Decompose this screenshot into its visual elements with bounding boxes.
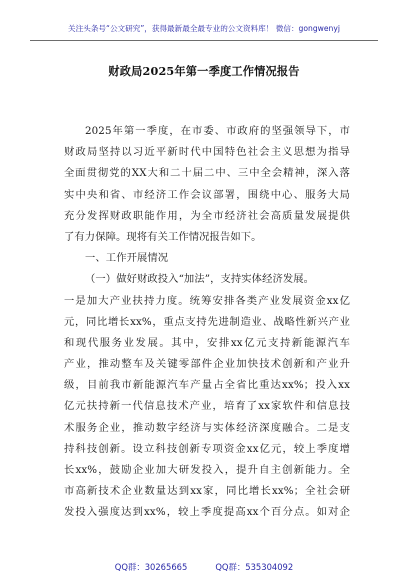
page-header [30,20,378,41]
paragraph-line: 2025年第一季度，在市委、市政府的坚强领导下，市 [85,125,350,137]
paragraph-line: 和现代服务业发展。其中，安排xx亿元支持新能源汽车 [64,336,350,349]
paragraph-line: 市高新技术企业数量达到xx家，同比增长xx%；全社会研 [64,485,350,498]
document-title: 财政局2025年第一季度工作情况报告 [108,64,300,78]
paragraph-line: 一是加大产业扶持力度。统筹安排各类产业发展资金xx亿 [64,294,350,307]
qq-group-1: QQ群：30265665 [114,562,188,572]
paragraph-line: 了有力保障。现将有关工作情况报告如下。 [64,230,262,243]
qq-group-2: QQ群：535304092 [215,562,294,572]
header-notice: 关注头条号“公文研究”，获得最新最全最专业的公文资料库！ 微信：gongwenyj [68,24,340,33]
paragraph-line: 充分发挥财政职能作用，为全市经济社会高质量发展提供 [64,209,350,222]
subsection-heading: （一）做好财政投入“加法”，支持实体经济发展。 [85,273,315,286]
paragraph-line: 亿元扶持新一代信息技术产业，培育了xx家软件和信息技 [64,400,350,413]
paragraph-line: 产业，推动整车及关键零部件企业加快技术创新和产业升 [64,358,350,371]
paragraph-line: 元，同比增长xx%，重点支持先进制造业、战略性新兴产业 [64,315,350,328]
section-heading: 一、工作开展情况 [85,252,169,265]
paragraph-line: 实中央和省、市经济工作会议部署，围绕中心、服务大局 [64,188,350,201]
paragraph-line: 发投入强度达到xx%，较上季度提高xx个百分点。如对企 [64,506,350,519]
paragraph-line: 财政局坚持以习近平新时代中国特色社会主义思想为指导 [64,146,350,159]
document-body [64,121,350,524]
paragraph-line: 持科技创新。设立科技创新专项资金xx亿元，较上季度增 [64,442,350,455]
paragraph-line: 长xx%，鼓励企业加大研发投入，提升自主创新能力。全 [64,464,350,476]
page-footer [0,561,408,573]
paragraph-line: 级，目前我市新能源汽车产量占全省比重达xx%；投入xx [64,379,350,392]
paragraph-line: 术服务企业，推动数字经济与实体经济深度融合。二是支 [64,421,350,434]
paragraph-line: 全面贯彻党的XX大和二十届二中、三中全会精神，深入落 [64,167,350,180]
